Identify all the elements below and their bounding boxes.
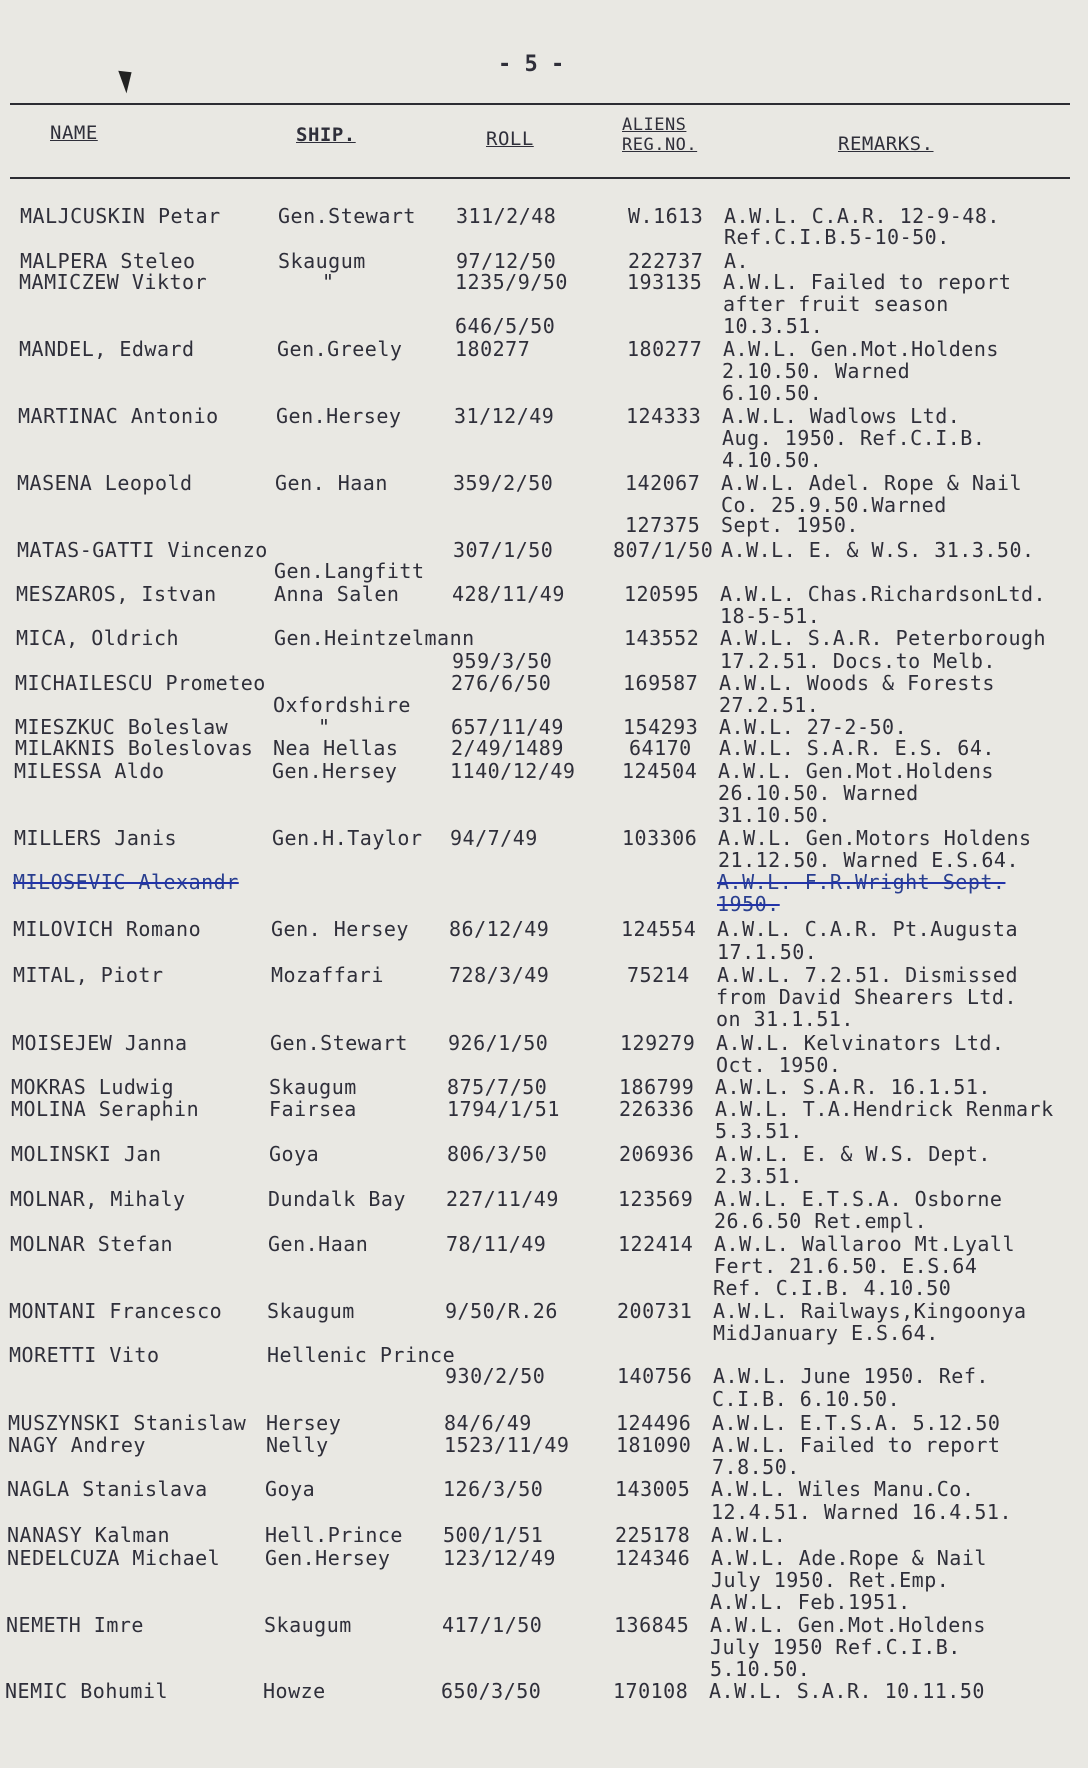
entry-reg-no: 124333 xyxy=(626,404,702,428)
entry-remarks: 12.4.51. Warned 16.4.51. xyxy=(711,1500,1012,1524)
entry-remarks: July 1950. Ret.Emp. xyxy=(711,1568,950,1592)
entry-ship: Gen.Heintzelmann xyxy=(274,626,475,650)
entry-roll: 926/1/50 xyxy=(448,1031,549,1055)
entry-remarks: Aug. 1950. Ref.C.I.B. xyxy=(722,426,986,450)
entry-roll: 31/12/49 xyxy=(454,404,555,428)
entry-remarks: 6.10.50. xyxy=(722,381,823,405)
entry-reg-no: 123569 xyxy=(618,1187,694,1211)
entry-reg-no: 186799 xyxy=(619,1075,695,1099)
entry-remarks: A.W.L. S.A.R. E.S. 64. xyxy=(719,736,995,760)
entry-name: MORETTI Vito xyxy=(9,1343,160,1367)
entry-roll: 86/12/49 xyxy=(449,917,550,941)
entry-ship: Skaugum xyxy=(264,1613,352,1637)
entry-ship: Nelly xyxy=(266,1433,329,1457)
entry-remarks: A.W.L. C.A.R. Pt.Augusta xyxy=(717,917,1018,941)
entry-roll: 359/2/50 xyxy=(453,471,554,495)
entry-ship: Gen. Haan xyxy=(275,471,388,495)
entry-remarks: A.W.L. 27-2-50. xyxy=(719,715,908,739)
entry-ship: Skaugum xyxy=(267,1299,355,1323)
entry-remarks: A.W.L. Gen.Mot.Holdens xyxy=(710,1613,986,1637)
entry-ship: Mozaffari xyxy=(271,963,384,987)
entry-reg-no: 180277 xyxy=(627,337,703,361)
entry-reg-no: 124554 xyxy=(621,917,697,941)
entry-roll: 657/11/49 xyxy=(451,715,564,739)
entry-reg-no: 170108 xyxy=(613,1679,689,1703)
entry-ship: Gen.H.Taylor xyxy=(272,826,423,850)
entry-name: MARTINAC Antonio xyxy=(18,404,219,428)
entry-roll: 84/6/49 xyxy=(444,1411,532,1435)
entry-reg-no: 206936 xyxy=(619,1142,695,1166)
entry-name: MOLINSKI Jan xyxy=(11,1142,162,1166)
entry-name: MILOVICH Romano xyxy=(13,917,202,941)
entry-remarks: 21.12.50. Warned E.S.64. xyxy=(718,848,1019,872)
entry-roll: 728/3/49 xyxy=(449,963,550,987)
entry-remarks: 17.2.51. Docs.to Melb. xyxy=(720,649,996,673)
entry-remarks: Ref.C.I.B.5-10-50. xyxy=(724,225,950,249)
entry-roll: 311/2/48 xyxy=(456,204,557,228)
entry-name: MASENA Leopold xyxy=(17,471,193,495)
entry-ship: Fairsea xyxy=(269,1097,357,1121)
entry-name: MALPERA Steleo xyxy=(20,249,196,273)
entry-remarks: A.W.L. Failed to report xyxy=(723,270,1012,294)
entry-remarks: 4.10.50. xyxy=(722,448,823,472)
entry-remarks: A.W.L. Kelvinators Ltd. xyxy=(716,1031,1005,1055)
header-roll: ROLL xyxy=(486,128,534,150)
entry-roll: 646/5/50 xyxy=(455,314,556,338)
entry-roll: 97/12/50 xyxy=(456,249,557,273)
entry-name: NEDELCUZA Michael xyxy=(7,1546,221,1570)
entry-reg-no: 64170 xyxy=(629,736,692,760)
entry-ship: Nea Hellas xyxy=(273,736,399,760)
entry-roll: 1235/9/50 xyxy=(455,270,568,294)
entry-remarks: 1950. xyxy=(717,892,780,916)
header-rule xyxy=(10,177,1070,179)
entry-remarks: A.W.L. Gen.Motors Holdens xyxy=(718,826,1032,850)
entry-reg-no: 103306 xyxy=(622,826,698,850)
entry-remarks: 10.3.51. xyxy=(723,314,824,338)
entry-reg-no: 124496 xyxy=(616,1411,692,1435)
entry-roll: 2/49/1489 xyxy=(451,736,564,760)
entry-remarks: A. xyxy=(724,249,750,273)
entry-ship: Gen. Hersey xyxy=(271,917,409,941)
entry-roll: 500/1/51 xyxy=(443,1523,544,1547)
entry-reg-no: 225178 xyxy=(615,1523,691,1547)
entry-reg-no: 154293 xyxy=(623,715,699,739)
entry-remarks: A.W.L. S.A.R. Peterborough xyxy=(720,626,1047,650)
entry-remarks: C.I.B. 6.10.50. xyxy=(712,1387,901,1411)
entry-name: MATAS-GATTI Vincenzo xyxy=(17,538,268,562)
entry-reg-no: 226336 xyxy=(619,1097,695,1121)
entry-roll: 307/1/50 xyxy=(453,538,554,562)
entry-remarks: A.W.L. E. & W.S. Dept. xyxy=(715,1142,991,1166)
entry-remarks: A.W.L. S.A.R. 10.11.50 xyxy=(709,1679,985,1703)
entry-roll: 9/50/R.26 xyxy=(445,1299,558,1323)
entry-name: MUSZYNSKI Stanislaw xyxy=(8,1411,247,1435)
entry-roll: 180277 xyxy=(455,337,531,361)
entry-remarks: A.W.L. T.A.Hendrick Renmark xyxy=(715,1097,1054,1121)
entry-remarks: Ref. C.I.B. 4.10.50 xyxy=(713,1276,952,1300)
entry-roll: 227/11/49 xyxy=(446,1187,559,1211)
entry-roll: 875/7/50 xyxy=(447,1075,548,1099)
entry-ship: Gen.Hersey xyxy=(265,1546,391,1570)
entry-remarks: A.W.L. E. & W.S. 31.3.50. xyxy=(721,538,1035,562)
entry-remarks: Sept. 1950. xyxy=(721,513,859,537)
entry-roll: 78/11/49 xyxy=(446,1232,547,1256)
entry-remarks: after fruit season xyxy=(723,292,949,316)
entry-remarks: July 1950 Ref.C.I.B. xyxy=(710,1635,961,1659)
entry-ship: Skaugum xyxy=(269,1075,357,1099)
entry-remarks: A.W.L. Gen.Mot.Holdens xyxy=(723,337,999,361)
entry-name: MOKRAS Ludwig xyxy=(11,1075,175,1099)
entry-remarks: A.W.L. Adel. Rope & Nail xyxy=(721,471,1022,495)
entry-name: NANASY Kalman xyxy=(7,1523,171,1547)
header-aliens-reg-2: REG.NO. xyxy=(622,135,698,155)
entry-remarks: 17.1.50. xyxy=(717,940,818,964)
entry-ship: Hellenic Prince xyxy=(267,1343,456,1367)
entry-name: MILLERS Janis xyxy=(14,826,178,850)
entry-ship: Howze xyxy=(263,1679,326,1703)
entry-reg-no: 127375 xyxy=(625,513,701,537)
entry-reg-no: 200731 xyxy=(617,1299,693,1323)
entry-remarks: Co. 25.9.50.Warned xyxy=(721,493,947,517)
entry-reg-no: 143552 xyxy=(624,626,700,650)
entry-reg-no: 140756 xyxy=(617,1364,693,1388)
entry-remarks: A.W.L. Gen.Mot.Holdens xyxy=(718,759,994,783)
mouse-pointer-icon xyxy=(118,67,137,94)
entry-roll: 1523/11/49 xyxy=(444,1433,570,1457)
entry-name: MILESSA Aldo xyxy=(14,759,165,783)
entry-reg-no: 124504 xyxy=(622,759,698,783)
entry-ship: Gen.Stewart xyxy=(270,1031,408,1055)
entry-remarks: 2.3.51. xyxy=(715,1164,803,1188)
entry-remarks: A.W.L. F.R.Wright Sept. xyxy=(717,870,1006,894)
entry-remarks: 2.10.50. Warned xyxy=(722,359,911,383)
entry-remarks: A.W.L. Wiles Manu.Co. xyxy=(711,1477,975,1501)
entry-roll: 123/12/49 xyxy=(443,1546,556,1570)
entry-ship: Goya xyxy=(269,1142,320,1166)
entry-remarks: 7.8.50. xyxy=(712,1455,800,1479)
entry-name: MITAL, Piotr xyxy=(13,963,164,987)
entry-reg-no: 124346 xyxy=(615,1546,691,1570)
entry-roll: 1794/1/51 xyxy=(447,1097,560,1121)
entry-ship: Gen.Haan xyxy=(268,1232,369,1256)
entry-remarks: A.W.L. Feb.1951. xyxy=(710,1590,911,1614)
entry-ship: Hell.Prince xyxy=(265,1523,403,1547)
entry-ship: Hersey xyxy=(266,1411,342,1435)
entry-remarks: 5.10.50. xyxy=(710,1657,811,1681)
entry-roll: 930/2/50 xyxy=(445,1364,546,1388)
entry-ship: Gen.Hersey xyxy=(276,404,402,428)
entry-remarks: A.W.L. E.T.S.A. 5.12.50 xyxy=(712,1411,1001,1435)
entry-name: MALJCUSKIN Petar xyxy=(20,204,221,228)
entry-reg-no: 181090 xyxy=(616,1433,692,1457)
entry-remarks: A.W.L. xyxy=(711,1523,787,1547)
entry-name: MILOSEVIC Alexandr xyxy=(13,870,239,894)
entry-remarks: A.W.L. S.A.R. 16.1.51. xyxy=(715,1075,991,1099)
top-rule xyxy=(10,103,1070,105)
entry-reg-no: 169587 xyxy=(623,671,699,695)
entry-remarks: A.W.L. Chas.RichardsonLtd. xyxy=(720,582,1047,606)
entry-remarks: A.W.L. Ade.Rope & Nail xyxy=(711,1546,987,1570)
entry-remarks: A.W.L. Wadlows Ltd. xyxy=(722,404,961,428)
entry-remarks: A.W.L. Woods & Forests xyxy=(719,671,995,695)
entry-remarks: 5.3.51. xyxy=(715,1119,803,1143)
entry-reg-no: 142067 xyxy=(625,471,701,495)
entry-ship: Anna Salen xyxy=(274,582,400,606)
entry-ship: Dundalk Bay xyxy=(268,1187,406,1211)
entry-remarks: on 31.1.51. xyxy=(716,1007,854,1031)
entry-reg-no: 120595 xyxy=(624,582,700,606)
entry-ship: Oxfordshire xyxy=(273,693,411,717)
entry-roll: 126/3/50 xyxy=(443,1477,544,1501)
entry-remarks: A.W.L. Railways,Kingoonya xyxy=(713,1299,1027,1323)
entry-name: MAMICZEW Viktor xyxy=(19,270,208,294)
page-number: - 5 - xyxy=(498,52,565,77)
entry-roll: 650/3/50 xyxy=(441,1679,542,1703)
entry-reg-no: 75214 xyxy=(627,963,690,987)
entry-remarks: A.W.L. C.A.R. 12-9-48. xyxy=(724,204,1000,228)
entry-remarks: Oct. 1950. xyxy=(716,1053,842,1077)
entry-name: NEMETH Imre xyxy=(6,1613,144,1637)
entry-reg-no: 143005 xyxy=(615,1477,691,1501)
entry-ship: Gen.Hersey xyxy=(272,759,398,783)
entry-name: MICHAILESCU Prometeo xyxy=(15,671,266,695)
entry-remarks: MidJanuary E.S.64. xyxy=(713,1321,939,1345)
header-remarks: REMARKS. xyxy=(838,133,934,155)
entry-remarks: from David Shearers Ltd. xyxy=(716,985,1017,1009)
entry-name: MOLINA Seraphin xyxy=(11,1097,200,1121)
entry-name: MOLNAR, Mihaly xyxy=(10,1187,186,1211)
entry-reg-no: 807/1/50 xyxy=(613,538,714,562)
entry-name: NAGY Andrey xyxy=(8,1433,146,1457)
entry-remarks: 26.6.50 Ret.empl. xyxy=(714,1209,928,1233)
entry-name: MESZAROS, Istvan xyxy=(16,582,217,606)
entry-roll: 94/7/49 xyxy=(450,826,538,850)
entry-reg-no: 122414 xyxy=(618,1232,694,1256)
entry-remarks: A.W.L. E.T.S.A. Osborne xyxy=(714,1187,1003,1211)
entry-roll: 1140/12/49 xyxy=(450,759,576,783)
entry-ship: " xyxy=(322,270,335,294)
entry-roll: 276/6/50 xyxy=(451,671,552,695)
entry-ship: Gen.Langfitt xyxy=(274,559,425,583)
entry-remarks: 27.2.51. xyxy=(719,693,820,717)
entry-name: MONTANI Francesco xyxy=(9,1299,223,1323)
entry-ship: Skaugum xyxy=(278,249,366,273)
entry-roll: 806/3/50 xyxy=(447,1142,548,1166)
entry-remarks: Fert. 21.6.50. E.S.64 xyxy=(714,1254,978,1278)
entry-reg-no: 193135 xyxy=(627,270,703,294)
entry-reg-no: W.1613 xyxy=(628,204,704,228)
entry-remarks: A.W.L. Wallaroo Mt.Lyall xyxy=(714,1232,1015,1256)
header-name: NAME xyxy=(50,122,98,144)
entry-ship: Goya xyxy=(265,1477,316,1501)
entry-reg-no: 222737 xyxy=(628,249,704,273)
entry-name: MILAKNIS Boleslovas xyxy=(15,736,254,760)
entry-remarks: 18-5-51. xyxy=(720,604,821,628)
header-aliens-reg-1: ALIENS xyxy=(622,115,687,135)
entry-roll: 428/11/49 xyxy=(452,582,565,606)
entry-remarks: A.W.L. Failed to report xyxy=(712,1433,1001,1457)
entry-reg-no: 136845 xyxy=(614,1613,690,1637)
entry-name: NEMIC Bohumil xyxy=(5,1679,169,1703)
entry-remarks: A.W.L. June 1950. Ref. xyxy=(713,1364,989,1388)
entry-name: NAGLA Stanislava xyxy=(7,1477,208,1501)
entry-name: MOISEJEW Janna xyxy=(12,1031,188,1055)
entry-reg-no: 129279 xyxy=(620,1031,696,1055)
entry-ship: " xyxy=(318,715,331,739)
entry-roll: 959/3/50 xyxy=(452,649,553,673)
header-ship: SHIP. xyxy=(296,124,356,146)
entry-name: MANDEL, Edward xyxy=(19,337,195,361)
entry-roll: 417/1/50 xyxy=(442,1613,543,1637)
entry-remarks: 31.10.50. xyxy=(718,803,831,827)
entry-name: MIESZKUC Boleslaw xyxy=(15,715,229,739)
entry-ship: Gen.Greely xyxy=(277,337,403,361)
entry-ship: Gen.Stewart xyxy=(278,204,416,228)
entry-remarks: A.W.L. 7.2.51. Dismissed xyxy=(717,963,1018,987)
entry-name: MOLNAR Stefan xyxy=(10,1232,174,1256)
entry-remarks: 26.10.50. Warned xyxy=(718,781,919,805)
entry-name: MICA, Oldrich xyxy=(16,626,180,650)
